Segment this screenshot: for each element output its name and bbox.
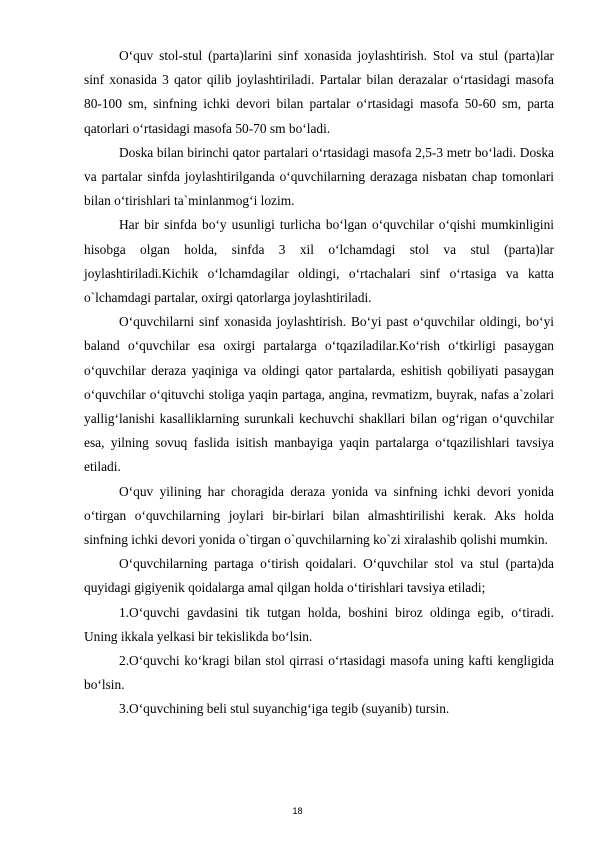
- page-number: 18: [292, 806, 303, 816]
- paragraph-desk-placement: O‘quv stol-stul (parta)larini sinf xonasida joylashtirish. Stol va stul (parta)lar sinf xonasida 3 qator qilib joylashtiriladi. Partalar bilan derazalar o‘rtasidagi masofa 80-100 sm, sinfning ichki devori bilan partalar o‘rtasidagi masofa 50-60 sm, parta qatorlari o‘rtasidagi masofa 50-70 sm bo‘ladi.: [84, 48, 554, 136]
- list-item-rule-1: 1.O‘quvchi gavdasini tik tutgan holda, boshini biroz oldinga egib, o‘tiradi. Uning ikkala yelkasi bir tekislikda bo‘lsin.: [84, 604, 554, 644]
- list-item-rule-2: 2.O‘quvchi ko‘kragi bilan stol qirrasi o‘rtasidagi masofa uning kafti kengligida bo‘lsin.: [84, 653, 554, 693]
- paragraph-desk-sizes: Har bir sinfda bo‘y usunligi turlicha bo‘lgan o‘quvchilar o‘qishi mumkinligini hisobga olgan holda, sinfda 3 xil o‘lchamdagi stol va stul (parta)lar joylashtiriladi.Kichik o‘lchamdagilar oldingi, o‘rtachalari sinf o‘rtasiga va katta o`lchamdagi partalar, oxirgi qatorlarga joylashtiriladi.: [84, 217, 554, 306]
- paragraph-seat-rotation: O‘quv yilining har choragida deraza yonida va sinfning ichki devori yonida o‘tirgan o‘quvchilarning joylari bir-birlari bilan almashtirilishi kerak. Aks holda sinfning ichki devori yonida o`tirgan o`quvchilarning ko`zi xiralashib qolishi mumkin.: [84, 483, 554, 548]
- paragraph-board-distance: Doska bilan birinchi qator partalari o‘rtasidagi masofa 2,5-3 metr bo‘ladi. Doska va partalar sinfda joylashtirilganda o‘quvchilarning derazaga nisbatan chap tomonlari bilan o‘tirishlari ta`minlanmog‘i lozim.: [84, 144, 554, 209]
- paragraph-student-seating: O‘quvchilarni sinf xonasida joylashtirish. Bo‘yi past o‘quvchilar oldingi, bo‘yi baland o‘quvchilar esa oxirgi partalarga o‘tqaziladilar.Ko‘rish o‘tkirligi pasaygan o‘quvchilar deraza yaqiniga va oldingi qator partalarda, eshitish qobiliyati pasaygan o‘quvchilar o‘qituvchi stoliga yaqin partaga, angina, revmatizm, buyrak, nafas a`zolari yallig‘lanishi kasalliklarning surunkali kechuvchi shakllari bilan og‘rigan o‘quvchilar esa, yilning sovuq faslida isitish manbayiga yaqin partalarga o‘tqazilishlari tavsiya etiladi.: [84, 314, 554, 475]
- body-text: [84, 44, 554, 722]
- paragraph-sitting-rules: O‘quvchilarning partaga o‘tirish qoidalari. O‘quvchilar stol va stul (parta)da quyidagi gigiyenik qoidalarga amal qilgan holda o‘tirishlari tavsiya etiladi;: [84, 556, 554, 596]
- list-item-rule-3: 3.O‘quvchining beli stul suyanchig‘iga tegib (suyanib) tursin.: [119, 701, 450, 717]
